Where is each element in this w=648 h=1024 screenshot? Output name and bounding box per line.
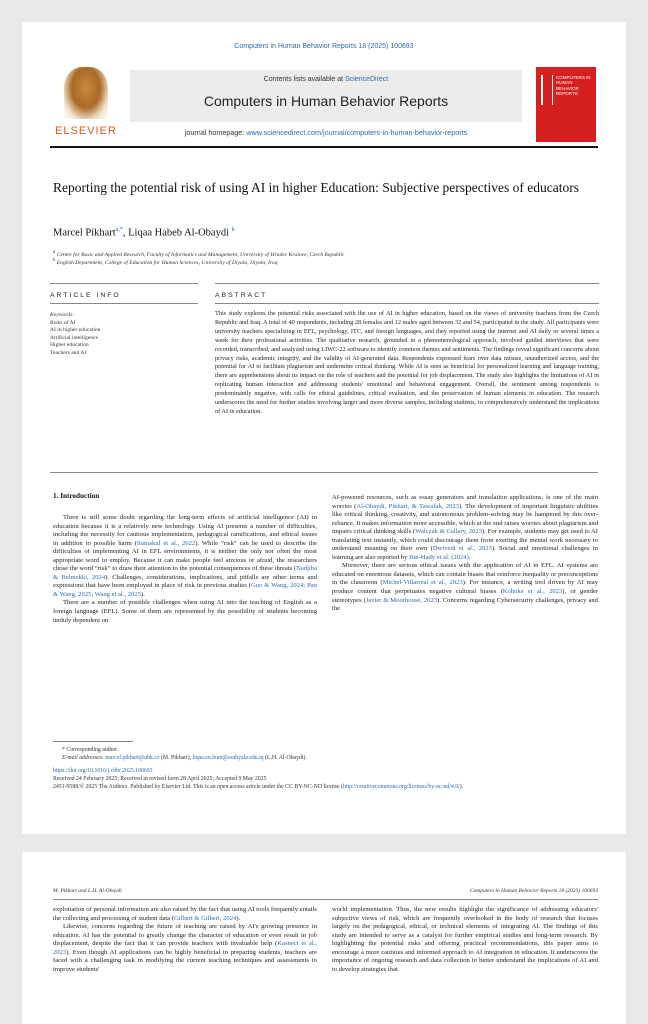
keyword-item: Teachers and AI — [50, 349, 87, 356]
journal-cover-image — [536, 67, 596, 142]
article-info-rule — [50, 283, 198, 284]
contents-prefix: Contents lists available at — [263, 76, 346, 83]
article-title: Reporting the potential risk of using AI in higher Education: Subjective perspectives of educators — [53, 180, 579, 195]
footnote-rule — [53, 741, 133, 742]
citation-link[interactable]: Kasneci et al., 2023 — [53, 940, 317, 956]
paragraph: Likewise, concerns regarding the future of teaching are raised by AI's growing presence in education. AI has the potential to greatly change the character of education or even result in job displacement, despite the fact that it can provide teachers with invaluable help (Kasneci et al., 2023). Even though AI applications can be highly beneficial in preparing students, teachers are faced with a challenging task in modifying the current teaching techniques and assessments to improve students' — [53, 923, 317, 973]
paragraph: exploitation of personal information are also raised by the fact that using AI tools frequently entails the collecting and processing of student data (Gilbert & Gilbert, 2024). — [53, 906, 317, 922]
abstract-rule-2 — [215, 303, 599, 304]
email-link[interactable]: liqaa.en.hum@uodiyala.edu.iq — [192, 755, 264, 761]
license-line: 2451-9588/© 2025 The Authors. Published by Elsevier Ltd. This is an open access article under the CC BY-NC-ND license (http://creativecommons.org/licenses/by-nc-nd/4.0/). — [53, 784, 464, 790]
article-page-1 — [22, 22, 626, 834]
corresponding-author-note: * Corresponding author. — [62, 747, 119, 753]
publisher-logo-text: ELSEVIER — [55, 125, 117, 137]
keyword-item: AI in higher education — [50, 327, 101, 334]
doi-link[interactable]: https://doi.org/10.1016/j.chbr.2025.100693 — [53, 768, 153, 774]
affiliation-b — [53, 258, 593, 266]
homepage-link[interactable]: www.sciencedirect.com/journal/computers-in-human-behavior-reports — [246, 128, 468, 137]
body-left-column — [53, 514, 317, 625]
keywords-block — [50, 312, 200, 358]
running-header-journal: Computers in Human Behavior Reports 18 (2025) 100693 — [469, 888, 598, 894]
keyword-item: Risks of AI — [50, 319, 76, 326]
citation-link[interactable]: Gilbert & Gilbert, 2024 — [174, 914, 237, 922]
abstract-text: This study explores the potential risks associated with the use of AI in higher education, based on the views of university teachers from the Czech Republic and Iraq. A total of 40 respondents, including 28 females and 12 males aged between 32 and 54, participated in the study. All participants were university teachers specializing in EFL, psychology, ITC, and foreign languages, and they reported using the internet and AI daily or several times a week for their professional activities. The qualitative research, grounded in a phenomenological approach, involved guided interviews that were recorded, transcribed, and analyzed using LIWC-22 software to identify common themes and sentiments. The findings reveal significant concerns about privacy risks, academic integrity, and the validity of AI-generated data. Respondents expressed fears over data misuse, unauthorized access, and the potential for AI to facilitate plagiarism and undermine critical thinking. While AI is seen as beneficial for personalized learning and language training, there are apprehensions about its impact on the role of teachers and the potential for job displacement. The study also highlights the limitations of AI in replicating human interaction and addressing students' emotional and behavioral engagement. Overall, the sentiment among respondents is predominantly negative, with calls for ethical guidelines, critical evaluation, and the preservation of human elements in education. The research underscores the need for further studies involving larger and more diverse samples, including students, to comprehensively understand the implications of AI in education. — [215, 310, 599, 415]
citation-link[interactable]: Dwivedi et al., 2023 — [432, 545, 492, 553]
section-heading-introduction: 1. Introduction — [53, 492, 100, 500]
abstract-heading: ABSTRACT — [215, 292, 268, 299]
journal-reference-link[interactable]: Computers in Human Behavior Reports 18 (2025) 100693 — [234, 43, 414, 50]
author-name[interactable]: Liqaa Habeb Al-Obaydi — [128, 227, 229, 239]
cover-text: COMPUTERS IN HUMAN BEHAVIOR REPORTS — [556, 75, 591, 97]
citation-link[interactable]: Nadjiba & Belmekki, 2024 — [53, 565, 317, 581]
license-link[interactable]: http://creativecommons.org/licenses/by-nc-nd/4.0/ — [342, 784, 460, 790]
elsevier-logo — [50, 67, 122, 137]
paragraph: AI-powered resources, such as essay generators and translation applications, is one of the main worries (Al-Obaydi, Pikhart, & Tawafak, 2023). The development of important linguistic abilities like critical thinking, creativity, and autonomous problem-solving may be hampered by this over-reliance. It makes information more accessible, which at the end raises worries about plagiarism and impairs critical thinking skills (Walczak & Cellary, 2023). For example, students may get used to AI translating text instantly, which could discourage them from exerting the mental work necessary to understand meaning on their own (Dwivedi et al., 2023). Social and emotional challenges in learning are also reported by Bin-Hady et al. (2024). — [332, 494, 599, 561]
footnotes — [62, 746, 598, 762]
paragraph: There are a number of possible challenges when using AI into the teaching of English as a foreign language (EFL). Some of them are represented by the possibility of students becoming unduly dependent on — [53, 599, 317, 624]
citation-link[interactable]: Sumakul et al., 2022 — [136, 539, 196, 547]
paragraph: world implementation. Thus, the new results highlight the significance of addressing educators' subjective views of risk, which are frequently overlooked in the body of research that focuses largely on the pedagogical, ethical, or technical elements of integrating AI. The findings of this study are intended to serve as a catalyst for further empirical studies and long-term research. By highlighting the potential risks and offering practical recommendations, this paper aims to encourage a more cautious and informed approach to AI integration in education. It underscores the importance of ongoing research and data collection to better understand the implications of AI and to develop strategies that — [332, 906, 598, 973]
keywords-label: Keywords: — [50, 312, 75, 318]
affiliation-text: English Department, College of Education for Human Sciences, University of Diyala, Diyala, Iraq — [56, 259, 278, 266]
author-affiliation-sup[interactable]: b — [231, 227, 235, 233]
affiliation-mark: b — [53, 258, 56, 263]
elsevier-tree-icon — [64, 67, 108, 119]
affiliation-mark: a — [53, 250, 56, 255]
received-dates: Received 24 February 2025; Received in revised form 28 April 2025; Accepted 9 May 2025 — [53, 776, 267, 782]
keyword-item: Artificial intelligence — [50, 334, 98, 341]
contents-line — [130, 76, 522, 83]
article-info-rule-2 — [50, 303, 198, 304]
citation-link[interactable]: Al-Obaydi, Pikhart, & Tawafak, 2023 — [356, 502, 459, 510]
header-divider — [50, 146, 598, 148]
paragraph: Moreover, there are serious ethical issues with the application of AI in EFL. AI systems are educated on enormous datasets, which can contain biases that reinforce inequality or preconceptions in the classroom (Michel-Villarreal et al., 2023). For instance, a writing tool driven by AI may produce content that perpetuates negative cultural biases (Kohnke et al., 2023), or gender stereotypes (Javier & Moorhouse, 2023). Concerns regarding Cybersecurity challenges, privacy and the — [332, 562, 599, 613]
affiliation-a — [53, 250, 593, 258]
abstract-rule — [215, 283, 599, 284]
author-separator: , — [122, 227, 129, 239]
journal-banner — [130, 70, 522, 122]
sciencedirect-link[interactable]: ScienceDirect — [345, 76, 389, 83]
abstract-end-rule — [50, 472, 598, 473]
running-header — [22, 888, 626, 898]
author-name[interactable]: Marcel Pikhart — [53, 227, 116, 239]
journal-title: Computers in Human Behavior Reports — [203, 93, 449, 109]
author-affiliation-sup[interactable]: a,* — [115, 227, 123, 233]
homepage-prefix: journal homepage: — [184, 128, 247, 137]
email-link[interactable]: marcel.pikhart@uhk.cz — [105, 755, 160, 761]
author-list — [53, 227, 593, 239]
paragraph: There is still some doubt regarding the long-term effects of artificial intelligence (AI) in education because it is a relatively new technology. Using AI presents a number of difficulties, including the necessity for cautious implementation, pedagogical ramifications, and ethical issues in addition to possible harm (Sumakul et al., 2022). While “risk” can be used to describe the difficulties of implementing AI in EFL environments, it is neither the only nor often the most appropriate word to employ. Because it can make people feel anxious or afraid, the researchers chose the word “risk” to draw their attention to the potential consequences of these threats (Nadjiba & Belmekki, 2024). Challenges, considerations, implications, and pitfalls are other terms and expressions that have been employed in place of risk in previous studies (Guo & Wang, 2024; Pan & Wang, 2025; Wang et al., 2025). — [53, 514, 317, 598]
citation-link[interactable]: Guo & Wang, 2024; Pan & Wang, 2025; Wang et al., 2025 — [53, 582, 317, 598]
running-header-authors: M. Pikhart and L.H. Al-Obaydi — [53, 888, 122, 894]
citation-link[interactable]: Michel-Villarreal et al., 2023 — [382, 579, 463, 587]
keyword-item: Higher education — [50, 342, 89, 349]
article-info-heading: ARTICLE INFO — [50, 292, 121, 299]
article-page-2 — [22, 852, 626, 1024]
body-right-column — [332, 494, 598, 614]
running-header-rule — [53, 899, 598, 900]
citation-link[interactable]: Walczak & Cellary, 2023 — [415, 528, 483, 536]
citation-link[interactable]: Kohnke et al., 2023 — [502, 588, 563, 596]
page2-left-column — [53, 906, 317, 974]
citation-link[interactable]: Bin-Hady et al. (2024) — [409, 553, 469, 561]
affiliation-text: Centre for Basic and Applied Research, Faculty of Informatics and Management, University of Hradec Kralove, Czech Republic — [56, 251, 345, 258]
publication-info — [53, 767, 598, 791]
cover-decoration — [541, 75, 553, 105]
email-line: E-mail addresses: marcel.pikhart@uhk.cz (M. Pikhart), liqaa.en.hum@uodiyala.edu.iq (L.H. Al-Obaydi). — [62, 755, 307, 761]
citation-link[interactable]: Javier & Moorhouse, 2023 — [365, 596, 438, 604]
page2-right-column — [332, 906, 598, 974]
journal-homepage — [130, 128, 522, 137]
